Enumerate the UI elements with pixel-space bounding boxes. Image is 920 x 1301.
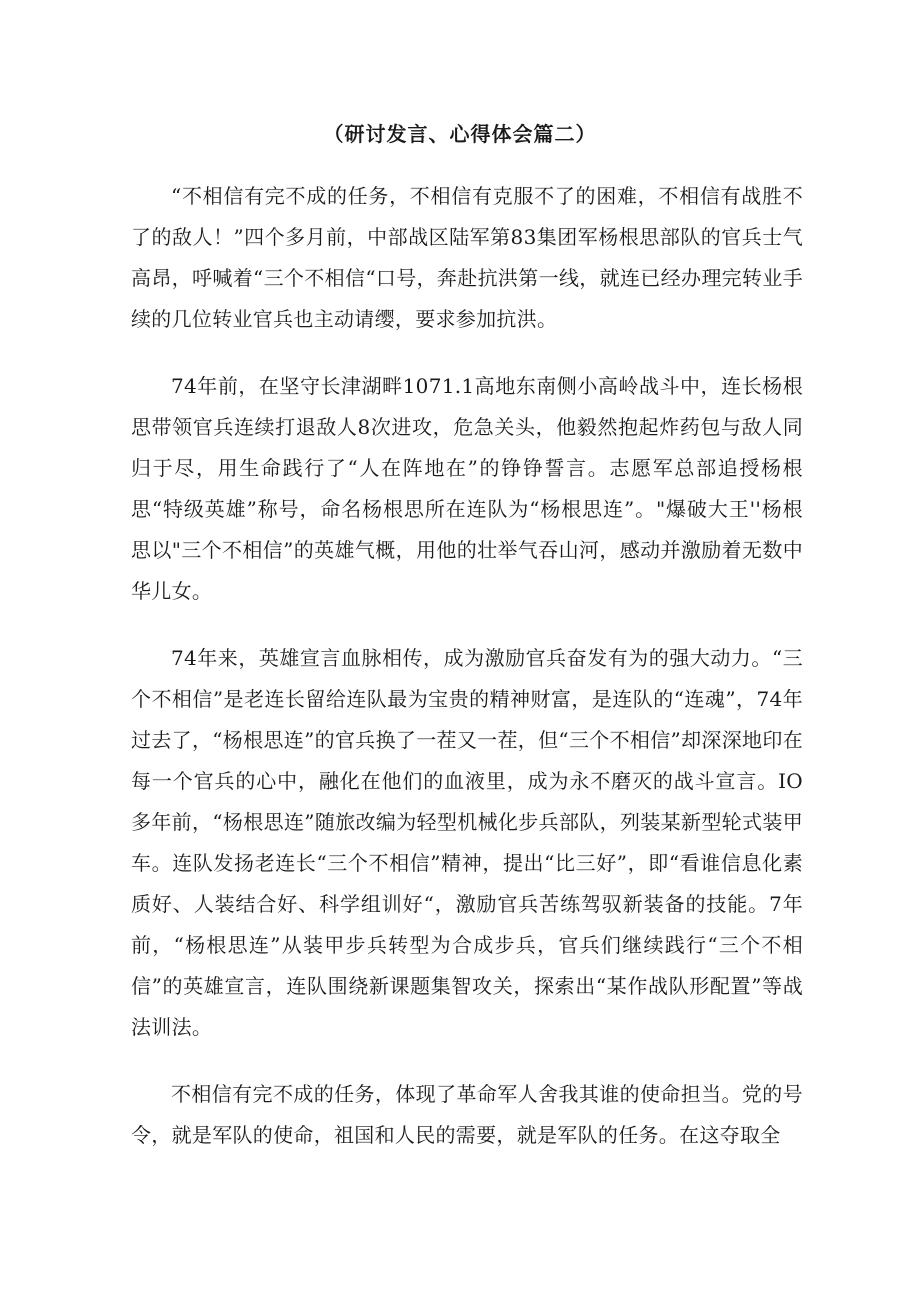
paragraph-2: 74年前，在坚守长津湖畔1071.1高地东南侧小高岭战斗中，连长杨根思带领官兵连续打退敌人8次进攻，危急关头，他毅然抱起炸药包与敌人同归于尽，用生命践行了“人在阵地在”的铮铮誓言。志愿军总部追授杨根思“特级英雄”称号，命名杨根思所在连队为“杨根思连”。"爆破大王''杨根思以"三个不相信”的英雄气概，用他的壮举气吞山河，感动并激励着无数中华儿女。: [131, 374, 803, 603]
paragraph-4: 不相信有完不成的任务，体现了革命军人舍我其谁的使命担当。党的号令，就是军队的使命，祖国和人民的需要，就是军队的任务。在这夺取全: [131, 1082, 803, 1147]
document-body: [131, 176, 803, 1156]
document-title: （研讨发言、心得体会篇二）: [323, 122, 597, 146]
paragraph-1: “不相信有完不成的任务，不相信有克服不了的困难，不相信有战胜不了的敌人！”四个多月前，中部战区陆军第83集团军杨根思部队的官兵士气高昂，呼喊着“三个不相信“口号，奔赴抗洪第一线，就连已经办理完转业手续的几位转业官兵也主动请缨，要求参加抗洪。: [131, 184, 803, 331]
paragraph-3: 74年来，英雄宣言血脉相传，成为激励官兵奋发有为的强大动力。“三个不相信”是老连长留给连队最为宝贵的精神财富，是连队的“连魂”，74年过去了，“杨根思连”的官兵换了一茬又一茬，但“三个不相信”却深深地印在每一个官兵的心中，融化在他们的血液里，成为永不磨灭的战斗宣言。IO多年前，“杨根思连”随旅改编为轻型机械化步兵部队，列装某新型轮式装甲车。连队发扬老连长“三个不相信”精神，提出“比三好”，即“看谁信息化素质好、人装结合好、科学组训好“，激励官兵苦练驾驭新装备的技能。7年前，“杨根思连”从装甲步兵转型为合成步兵，官兵们继续践行“三个不相信”的英雄宣言，连队围绕新课题集智攻关，探索出“某作战队形配置”等战法训法。: [131, 646, 803, 1039]
